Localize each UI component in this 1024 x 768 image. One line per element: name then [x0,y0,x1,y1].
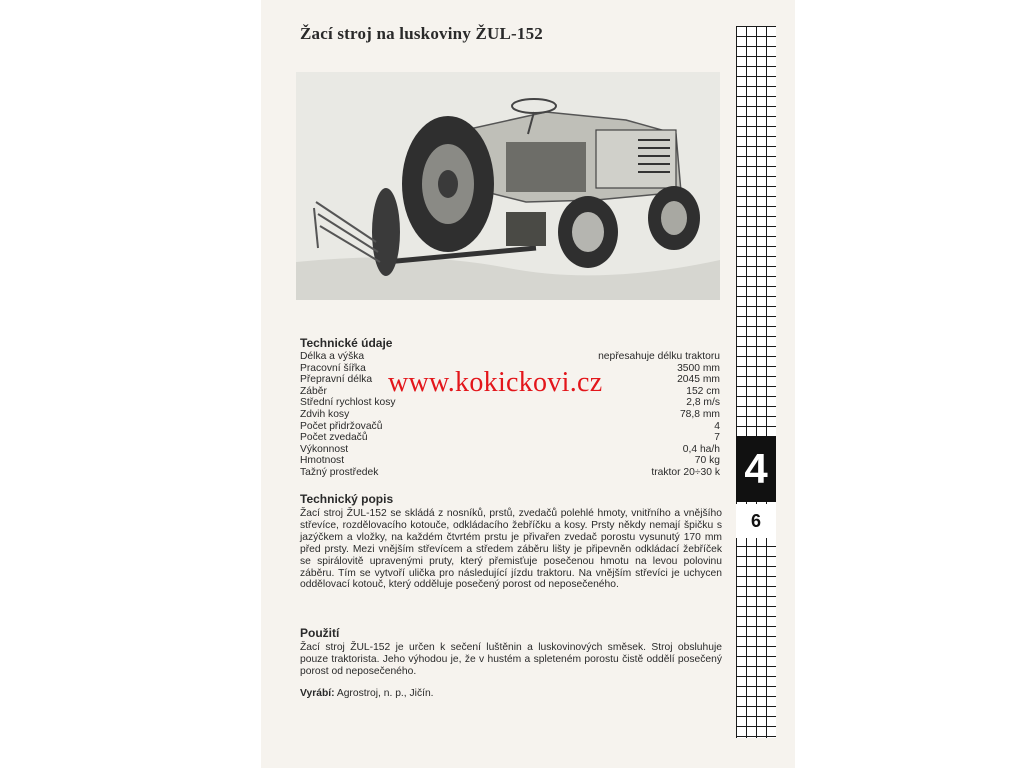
spec-label: Střední rychlost kosy [300,397,396,409]
page-title: Žací stroj na luskoviny ŽUL-152 [300,24,543,43]
watermark-url: www.kokickovi.cz [388,367,603,398]
manufacturer-value: Agrostroj, n. p., Jičín. [336,688,434,699]
spec-value: 152 cm [686,385,720,397]
spec-row [300,409,720,421]
spec-value: 4 [714,420,720,432]
section-tab-sub: 6 [736,504,776,538]
spec-value: 2045 mm [677,374,720,386]
spec-value: traktor 20÷30 k [651,466,720,478]
usage-text: Žací stroj ŽUL-152 je určen k sečení luštěnin a luskovinových směsek. Stroj obsluhuje pouze traktorista. Jeho výhodou je, že v hustém a spleteném porostu čistě oddělí posečený porost od neposečeného. [300,642,722,677]
spec-value: nepřesahuje délku traktoru [598,351,720,362]
section-tab-number: 4 [736,436,776,502]
spec-value: 7 [714,432,720,444]
spec-value: 78,8 mm [679,408,720,420]
spec-row [300,397,720,409]
spec-row [300,444,720,456]
spec-value: 70 kg [694,455,720,467]
spec-row [300,467,720,479]
spec-row [300,455,720,467]
manufacturer [300,688,434,699]
spec-label: Počet zvedačů [300,432,368,444]
spec-label: Záběr [300,385,327,397]
spec-label: Délka a výška [300,351,365,362]
spec-value: 3500 mm [677,362,720,374]
technical-data-heading: Technické údaje [300,336,393,350]
spec-label: Hmotnost [300,455,345,467]
spec-value: 0,4 ha/h [682,443,720,455]
tractor-photo [296,72,720,300]
spec-label: Tažný prostředek [300,466,379,478]
spec-label: Zdvih kosy [300,408,350,420]
spec-label: Výkonnost [300,443,349,455]
spec-label: Přepravní délka [300,374,373,386]
spec-row [300,351,720,363]
spec-row [300,432,720,444]
spec-value: 2,8 m/s [686,397,720,409]
spec-row [300,421,720,433]
spec-label: Pracovní šířka [300,362,366,374]
technical-description-heading: Technický popis [300,492,394,506]
technical-description-text: Žací stroj ŽUL-152 se skládá z nosníků, prstů, zvedačů polehlé hmoty, vnitřního a vnějšího střevíce, rozdělovacího kotouče, odkládacího žebříčku a kosy. Prsty někdy nemají špičku s jazýčkem a vložky, na každém čtvrtém prstu je přivařen zvedač porostu vysunutý 170 mm před prsty. Mezi vnějším střevícem a středem záběru lišty je připevněn odkládací žebříček se spirálovitě upravenými pruty, který přemisťuje posečenou hmotu na levou polovinu záběru. Tím se vytvoří ulička pro následující jízdu traktoru. Na vnějším střevíci je uchycen oddělovací kotouč, který odděluje posečený porost od neposečeného. [300,508,722,591]
grid-strip [736,26,776,738]
spec-label: Počet přidržovačů [300,420,383,432]
usage-heading: Použití [300,626,340,640]
manufacturer-label: Vyrábí: [300,688,335,699]
